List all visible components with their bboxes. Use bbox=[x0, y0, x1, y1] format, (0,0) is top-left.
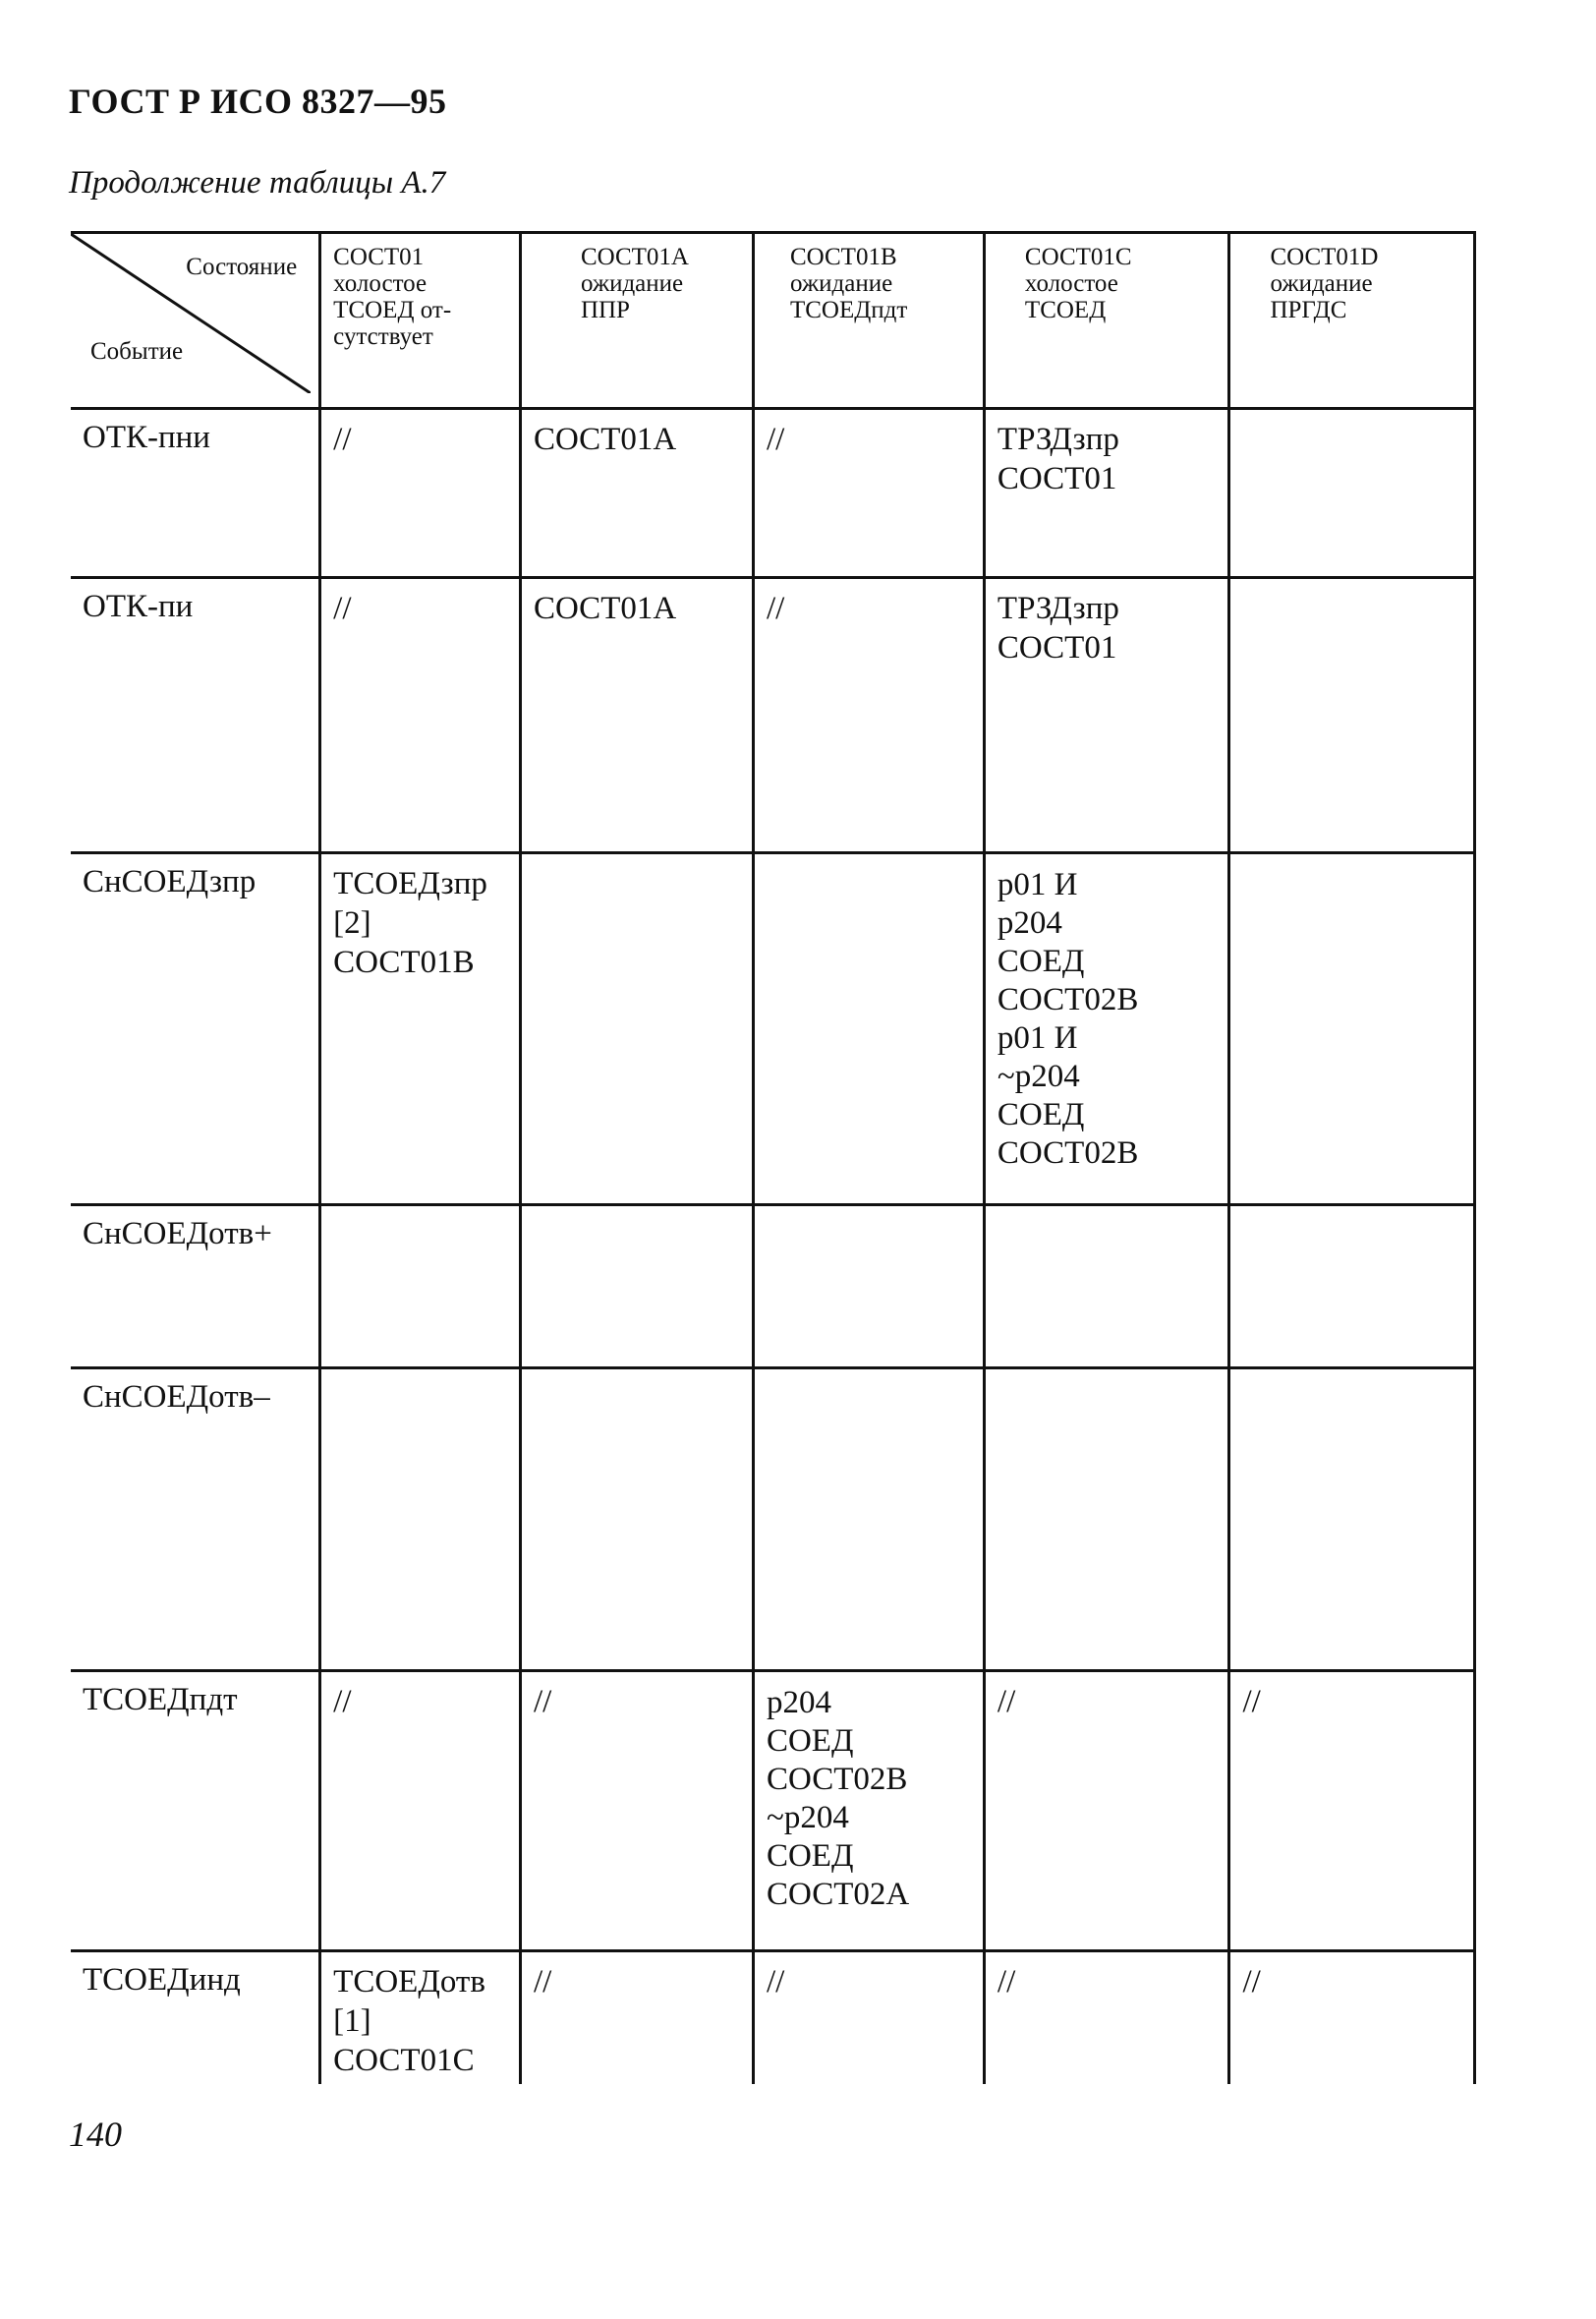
table-cell: р204 СОЕД СОСТ02В ~р204 СОЕД СОСТ02А bbox=[753, 1671, 984, 1951]
corner-header bbox=[71, 233, 320, 409]
table-cell: // bbox=[320, 409, 521, 578]
page-number: 140 bbox=[69, 2115, 122, 2154]
table-cell bbox=[1229, 409, 1475, 578]
table-cell: // bbox=[1229, 1671, 1475, 1951]
table-row bbox=[71, 1205, 1475, 1368]
table-cell: ТСОЕДотв [1] СОСТ01С bbox=[320, 1951, 521, 2085]
document-header: ГОСТ Р ИСО 8327—95 bbox=[69, 82, 447, 121]
table-cell bbox=[1229, 1368, 1475, 1671]
table-cell: // bbox=[984, 1671, 1229, 1951]
corner-event-label: Событие bbox=[90, 338, 184, 365]
table-cell bbox=[1229, 853, 1475, 1205]
table-cell bbox=[320, 1205, 521, 1368]
column-header: СОСТ01В ожидание ТСОЕДпдт bbox=[753, 233, 984, 409]
event-name: ТСОЕДинд bbox=[71, 1951, 320, 2085]
table-cell bbox=[753, 1205, 984, 1368]
table-cell bbox=[984, 1205, 1229, 1368]
table-cell bbox=[1229, 578, 1475, 853]
table-cell: // bbox=[320, 578, 521, 853]
table-row bbox=[71, 1671, 1475, 1951]
table-caption: Продолжение таблицы А.7 bbox=[69, 165, 446, 201]
table-cell: // bbox=[753, 409, 984, 578]
table-cell: // bbox=[753, 1951, 984, 2085]
event-name: СнСОЕДзпр bbox=[71, 853, 320, 1205]
table-cell: // bbox=[1229, 1951, 1475, 2085]
table-cell bbox=[520, 853, 753, 1205]
table-cell: // bbox=[520, 1951, 753, 2085]
table-cell: // bbox=[984, 1951, 1229, 2085]
column-header: СОСТ01D ожидание ПРГДС bbox=[1229, 233, 1475, 409]
column-header: СОСТ01А ожидание ППР bbox=[520, 233, 753, 409]
table-cell: ТСОЕДзпр [2] СОСТ01В bbox=[320, 853, 521, 1205]
event-name: ОТК-пи bbox=[71, 578, 320, 853]
table-row bbox=[71, 853, 1475, 1205]
column-header: СОСТ01С холостое ТСОЕД bbox=[984, 233, 1229, 409]
table-cell: // bbox=[753, 578, 984, 853]
table-header-row bbox=[71, 233, 1475, 409]
table-row bbox=[71, 409, 1475, 578]
table-cell bbox=[1229, 1205, 1475, 1368]
table-row bbox=[71, 578, 1475, 853]
table-cell bbox=[520, 1205, 753, 1368]
table-cell: СОСТ01А bbox=[520, 409, 753, 578]
corner-state-label: Состояние bbox=[186, 254, 298, 280]
table-cell: // bbox=[520, 1671, 753, 1951]
table-cell bbox=[753, 1368, 984, 1671]
table-cell: СОСТ01А bbox=[520, 578, 753, 853]
event-name: СнСОЕДотв+ bbox=[71, 1205, 320, 1368]
table-cell bbox=[753, 853, 984, 1205]
event-name: ТСОЕДпдт bbox=[71, 1671, 320, 1951]
table-cell bbox=[984, 1368, 1229, 1671]
state-transition-table bbox=[71, 231, 1476, 2084]
event-name: ОТК-пни bbox=[71, 409, 320, 578]
table-cell bbox=[520, 1368, 753, 1671]
table-row bbox=[71, 1951, 1475, 2085]
table-cell: ТРЗДзпр СОСТ01 bbox=[984, 578, 1229, 853]
table-cell: // bbox=[320, 1671, 521, 1951]
column-header: СОСТ01 холостое ТСОЕД от- сутствует bbox=[320, 233, 521, 409]
table-cell: ТРЗДзпр СОСТ01 bbox=[984, 409, 1229, 578]
table-row bbox=[71, 1368, 1475, 1671]
table-cell bbox=[320, 1368, 521, 1671]
table-cell: р01 И р204 СОЕД СОСТ02В р01 И ~р204 СОЕД СОСТ02В bbox=[984, 853, 1229, 1205]
event-name: СнСОЕДотв– bbox=[71, 1368, 320, 1671]
